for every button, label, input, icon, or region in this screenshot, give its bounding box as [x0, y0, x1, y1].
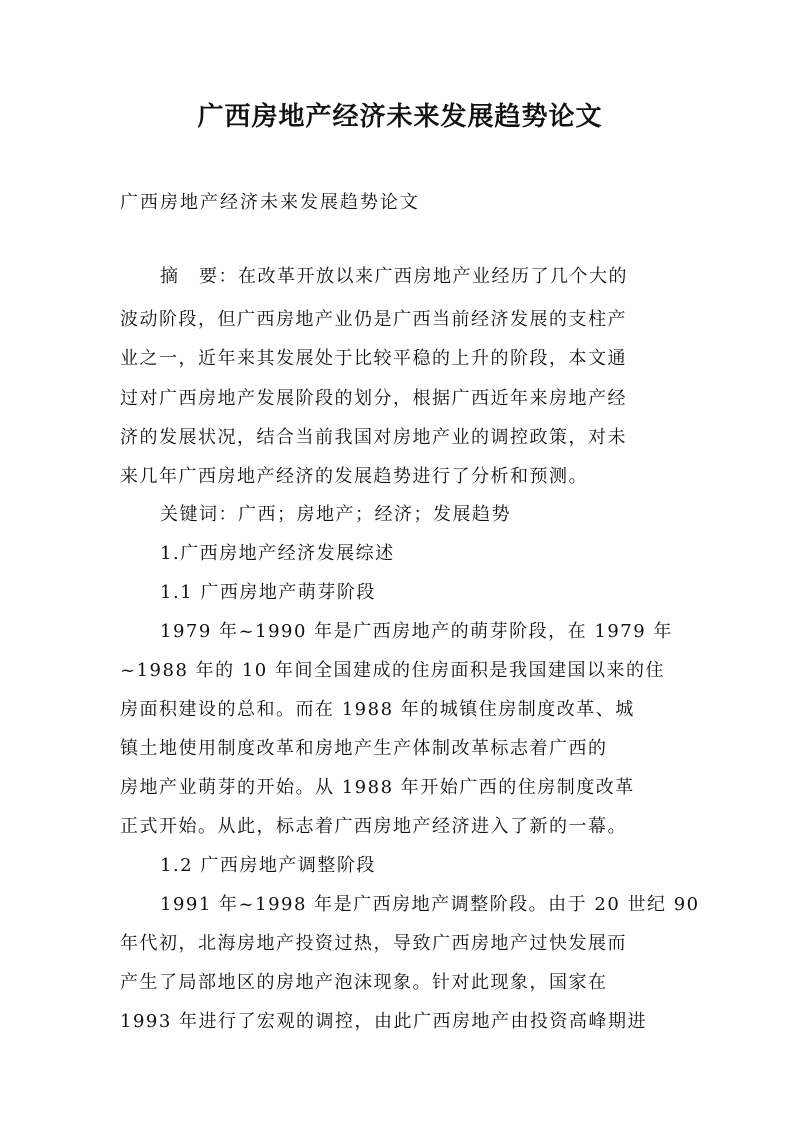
- document-title: 广西房地产经济未来发展趋势论文: [197, 102, 603, 132]
- body-line: 1993 年进行了宏观的调控，由此广西房地产由投资高峰期进: [120, 1011, 648, 1032]
- body-line: 1991 年~1998 年是广西房地产调整阶段。由于 20 世纪 90: [160, 894, 700, 915]
- abstract-line: 摘 要：在改革开放以来广西房地产业经历了几个大的: [160, 266, 628, 287]
- body-line: 镇土地使用制度改革和房地产生产体制改革标志着广西的: [120, 738, 608, 759]
- body-line: 产生了局部地区的房地产泡沫现象。针对此现象，国家在: [120, 972, 608, 993]
- subsection-heading: 1.2 广西房地产调整阶段: [160, 855, 376, 876]
- abstract-line: 业之一，近年来其发展处于比较平稳的上升的阶段，本文通: [120, 348, 627, 369]
- body-line: 正式开始。从此，标志着广西房地产经济进入了新的一幕。: [120, 816, 627, 837]
- abstract-line: 来几年广西房地产经济的发展趋势进行了分析和预测。: [120, 466, 588, 487]
- subsection-heading: 1.1 广西房地产萌芽阶段: [160, 582, 376, 603]
- body-line: 年代初，北海房地产投资过热，导致广西房地产过快发展而: [120, 933, 627, 954]
- body-line: ~1988 年的 10 年间全国建成的住房面积是我国建国以来的住: [120, 660, 665, 681]
- abstract-line: 波动阶段，但广西房地产业仍是广西当前经济发展的支柱产: [120, 309, 627, 330]
- body-line: 1979 年~1990 年是广西房地产的萌芽阶段，在 1979 年: [160, 621, 673, 642]
- document-subtitle: 广西房地产经济未来发展趋势论文: [120, 192, 420, 213]
- abstract-line: 济的发展状况，结合当前我国对房地产业的调控政策，对未: [120, 427, 627, 448]
- section-heading: 1.广西房地产经济发展综述: [160, 543, 395, 564]
- body-line: 房面积建设的总和。而在 1988 年的城镇住房制度改革、城: [120, 699, 635, 720]
- body-line: 房地产业萌芽的开始。从 1988 年开始广西的住房制度改革: [120, 777, 635, 798]
- keywords-line: 关键词：广西；房地产；经济；发展趋势: [160, 504, 511, 525]
- abstract-line: 过对广西房地产发展阶段的划分，根据广西近年来房地产经: [120, 388, 627, 409]
